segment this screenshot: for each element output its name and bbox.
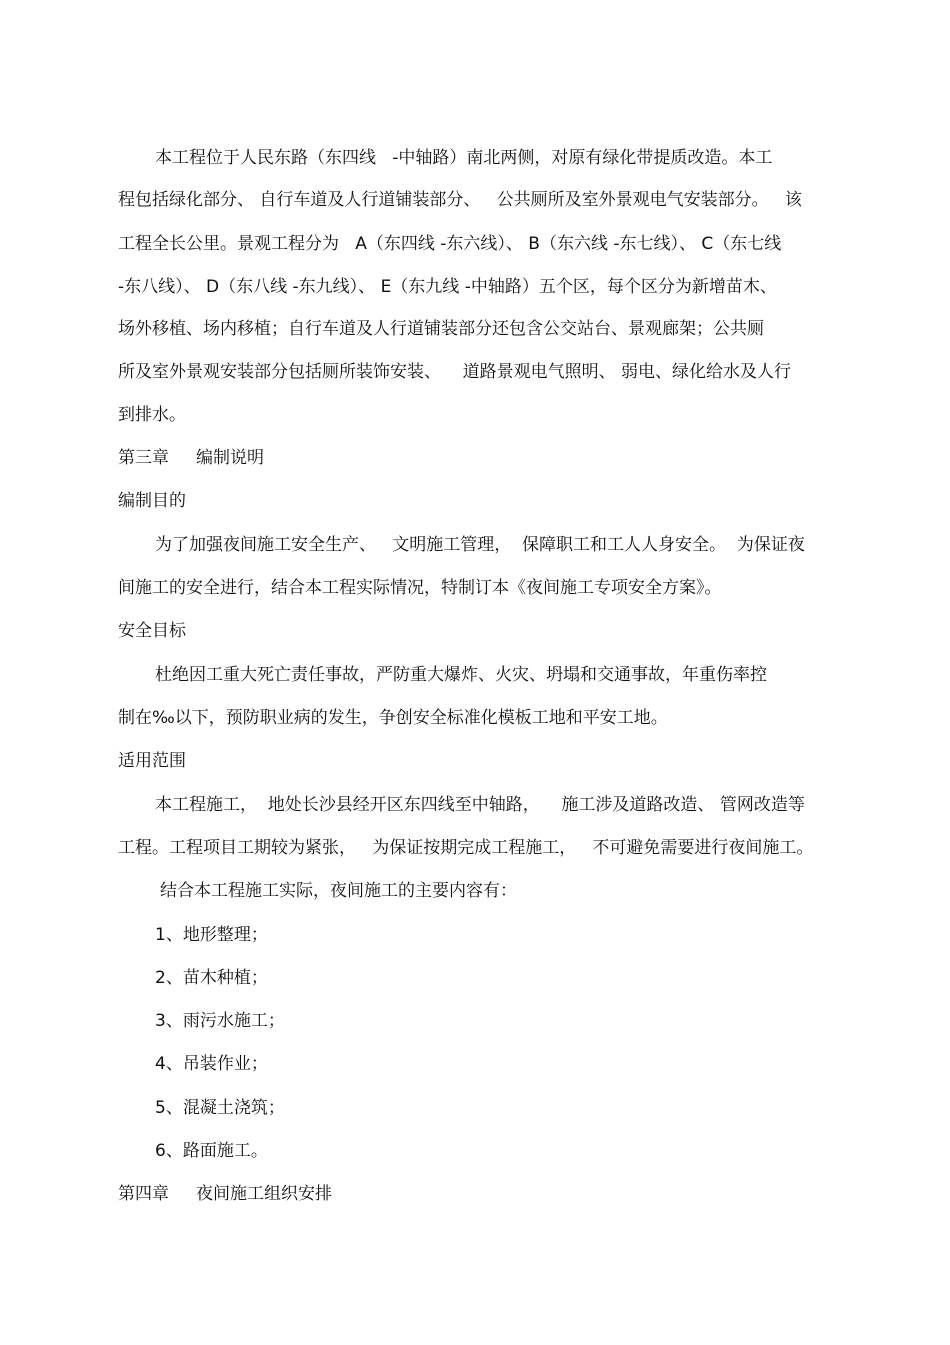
section-heading-purpose: 编制目的 xyxy=(118,491,186,511)
text-line: 到排水。 xyxy=(118,405,186,425)
text-line: -东八线）、 D（东八线 -东九线）、 E（东九线 -中轴路）五个区，每个区分为新增苗木、 xyxy=(118,277,777,297)
section-heading-goal: 安全目标 xyxy=(118,621,186,641)
text-line: 本工程施工， 地处长沙县经开区东四线至中轴路， 施工涉及道路改造、 管网改造等 xyxy=(155,795,805,815)
text-line: 杜绝因工重大死亡责任事故，严防重大爆炸、火灾、坍塌和交通事故，年重伤率控 xyxy=(155,665,767,685)
list-item: 1、地形整理； xyxy=(155,925,268,945)
list-item: 2、苗木种植； xyxy=(155,968,268,988)
text-line: 工程全长公里。景观工程分为 A（东四线 -东六线）、 B（东六线 -东七线）、 C（东七线 xyxy=(118,234,782,254)
section-heading-scope: 适用范围 xyxy=(118,751,186,771)
text-line: 为了加强夜间施工安全生产、 文明施工管理， 保障职工和工人人身安全。 为保证夜 xyxy=(155,535,805,555)
text-line: 工程。工程项目工期较为紧张， 为保证按期完成工程施工， 不可避免需要进行夜间施工。 xyxy=(118,838,814,858)
text-line: 制在‰以下，预防职业病的发生，争创安全标准化模板工地和平安工地。 xyxy=(118,708,668,728)
list-item: 4、吊装作业； xyxy=(155,1054,268,1074)
chapter-4-title: 第四章 夜间施工组织安排 xyxy=(118,1184,333,1204)
text-line: 本工程位于人民东路（东四线 -中轴路）南北两侧，对原有绿化带提质改造。本工 xyxy=(155,148,773,168)
text-line: 间施工的安全进行，结合本工程实际情况，特制订本《夜间施工专项安全方案》。 xyxy=(118,578,722,598)
chapter-3-title: 第三章 编制说明 xyxy=(118,448,265,468)
list-item: 3、雨污水施工； xyxy=(155,1011,285,1031)
text-line: 场外移植、场内移植；自行车道及人行道铺装部分还包含公交站台、景观廊架；公共厕 xyxy=(118,319,764,339)
list-item: 5、混凝土浇筑； xyxy=(155,1098,285,1118)
text-line: 所及室外景观安装部分包括厕所装饰安装、 道路景观电气照明、 弱电、绿化给水及人行 xyxy=(118,362,792,382)
text-line: 程包括绿化部分、 自行车道及人行道铺装部分、 公共厕所及室外景观电气安装部分。 该 xyxy=(118,190,802,210)
night-work-intro: 结合本工程施工实际，夜间施工的主要内容有： xyxy=(160,881,517,901)
list-item: 6、路面施工。 xyxy=(155,1141,268,1161)
